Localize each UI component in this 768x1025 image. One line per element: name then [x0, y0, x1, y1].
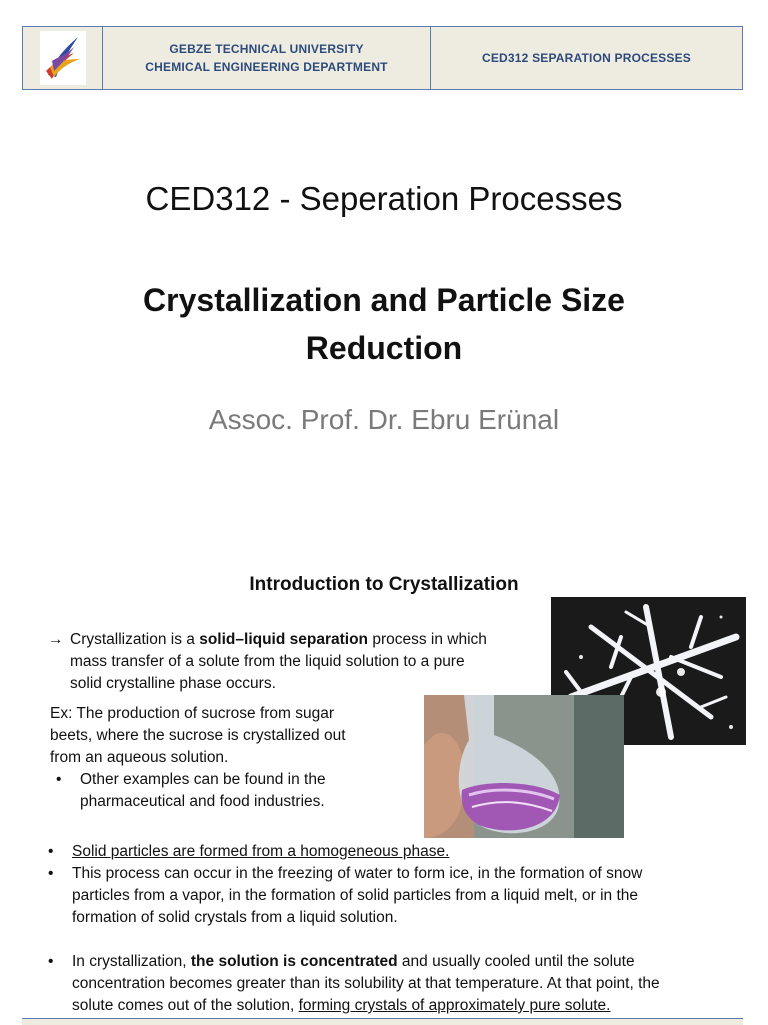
intro-paragraph [48, 629, 528, 695]
course-name: CED312 SEPARATION PROCESSES [481, 51, 691, 65]
document-title: CED312 - Seperation Processes [145, 180, 623, 217]
bullet-3-line-2: concentration becomes greater than its solubility at that temperature. At that point, the [72, 975, 660, 992]
document-subtitle [90, 276, 678, 372]
bullet-icon: • [56, 771, 62, 788]
bullet-3-line-3-underlined: forming crystals of approximately pure solute. [298, 997, 611, 1014]
university-logo [40, 31, 86, 85]
example-line-1: Ex: The production of sucrose from sugar [50, 705, 335, 722]
example-line-2: beets, where the sucrose is crystallized out [50, 727, 346, 744]
bullet-2-line-2: particles from a vapor, in the formation of solid particles from a liquid melt, or in the [72, 887, 638, 904]
course-cell [431, 27, 742, 89]
crystallization-bullets [48, 841, 738, 1017]
subtitle-line-1: Crystallization and Particle Size [143, 282, 625, 318]
example-line-3: from an aqueous solution. [50, 749, 229, 766]
bullet-icon: • [48, 843, 54, 860]
university-name: GEBZE TECHNICAL UNIVERSITY [169, 42, 364, 56]
header-table [22, 26, 743, 90]
university-cell [103, 27, 431, 89]
subtitle-line-2: Reduction [305, 330, 463, 366]
p1-bold: solid–liquid separation [199, 631, 369, 648]
other-line-1: Other examples can be found in the [80, 771, 326, 788]
other-examples-item [50, 769, 380, 813]
p1-text-a: Crystallization is a [70, 631, 200, 648]
bullet-3-text-a: In crystallization, [72, 953, 191, 970]
list-item [48, 863, 738, 929]
p1-line-2: mass transfer of a solute from the liquid solution to a pure [70, 653, 465, 670]
bullet-3-text-b: and usually cooled until the solute [397, 953, 635, 970]
bullet-3-line-3-a: solute comes out of the solution, [72, 997, 299, 1014]
list-item [48, 951, 738, 1017]
other-line-2: pharmaceutical and food industries. [80, 793, 325, 810]
bullet-2-line-1: This process can occur in the freezing of water to form ice, in the formation of snow [72, 865, 643, 882]
bullet-3-bold: the solution is concentrated [190, 953, 398, 970]
bullet-icon: • [48, 953, 54, 970]
bullet-2-line-3: formation of solid crystals from a liquid solution. [72, 909, 398, 926]
example-paragraph [50, 703, 380, 813]
bullet-1-text: Solid particles are formed from a homogeneous phase. [72, 843, 450, 860]
logo-cell [23, 27, 103, 89]
p1-text-b: process in which [368, 631, 487, 648]
arrow-icon: → [48, 631, 64, 648]
list-item [48, 841, 738, 863]
department-name: CHEMICAL ENGINEERING DEPARTMENT [145, 60, 388, 74]
p1-line-3: solid crystalline phase occurs. [70, 675, 276, 692]
bullet-icon: • [48, 865, 54, 882]
author-name: Assoc. Prof. Dr. Ebru Erünal [208, 404, 560, 435]
crystal-flask-image [424, 695, 624, 838]
section-heading: Introduction to Crystallization [249, 574, 519, 595]
